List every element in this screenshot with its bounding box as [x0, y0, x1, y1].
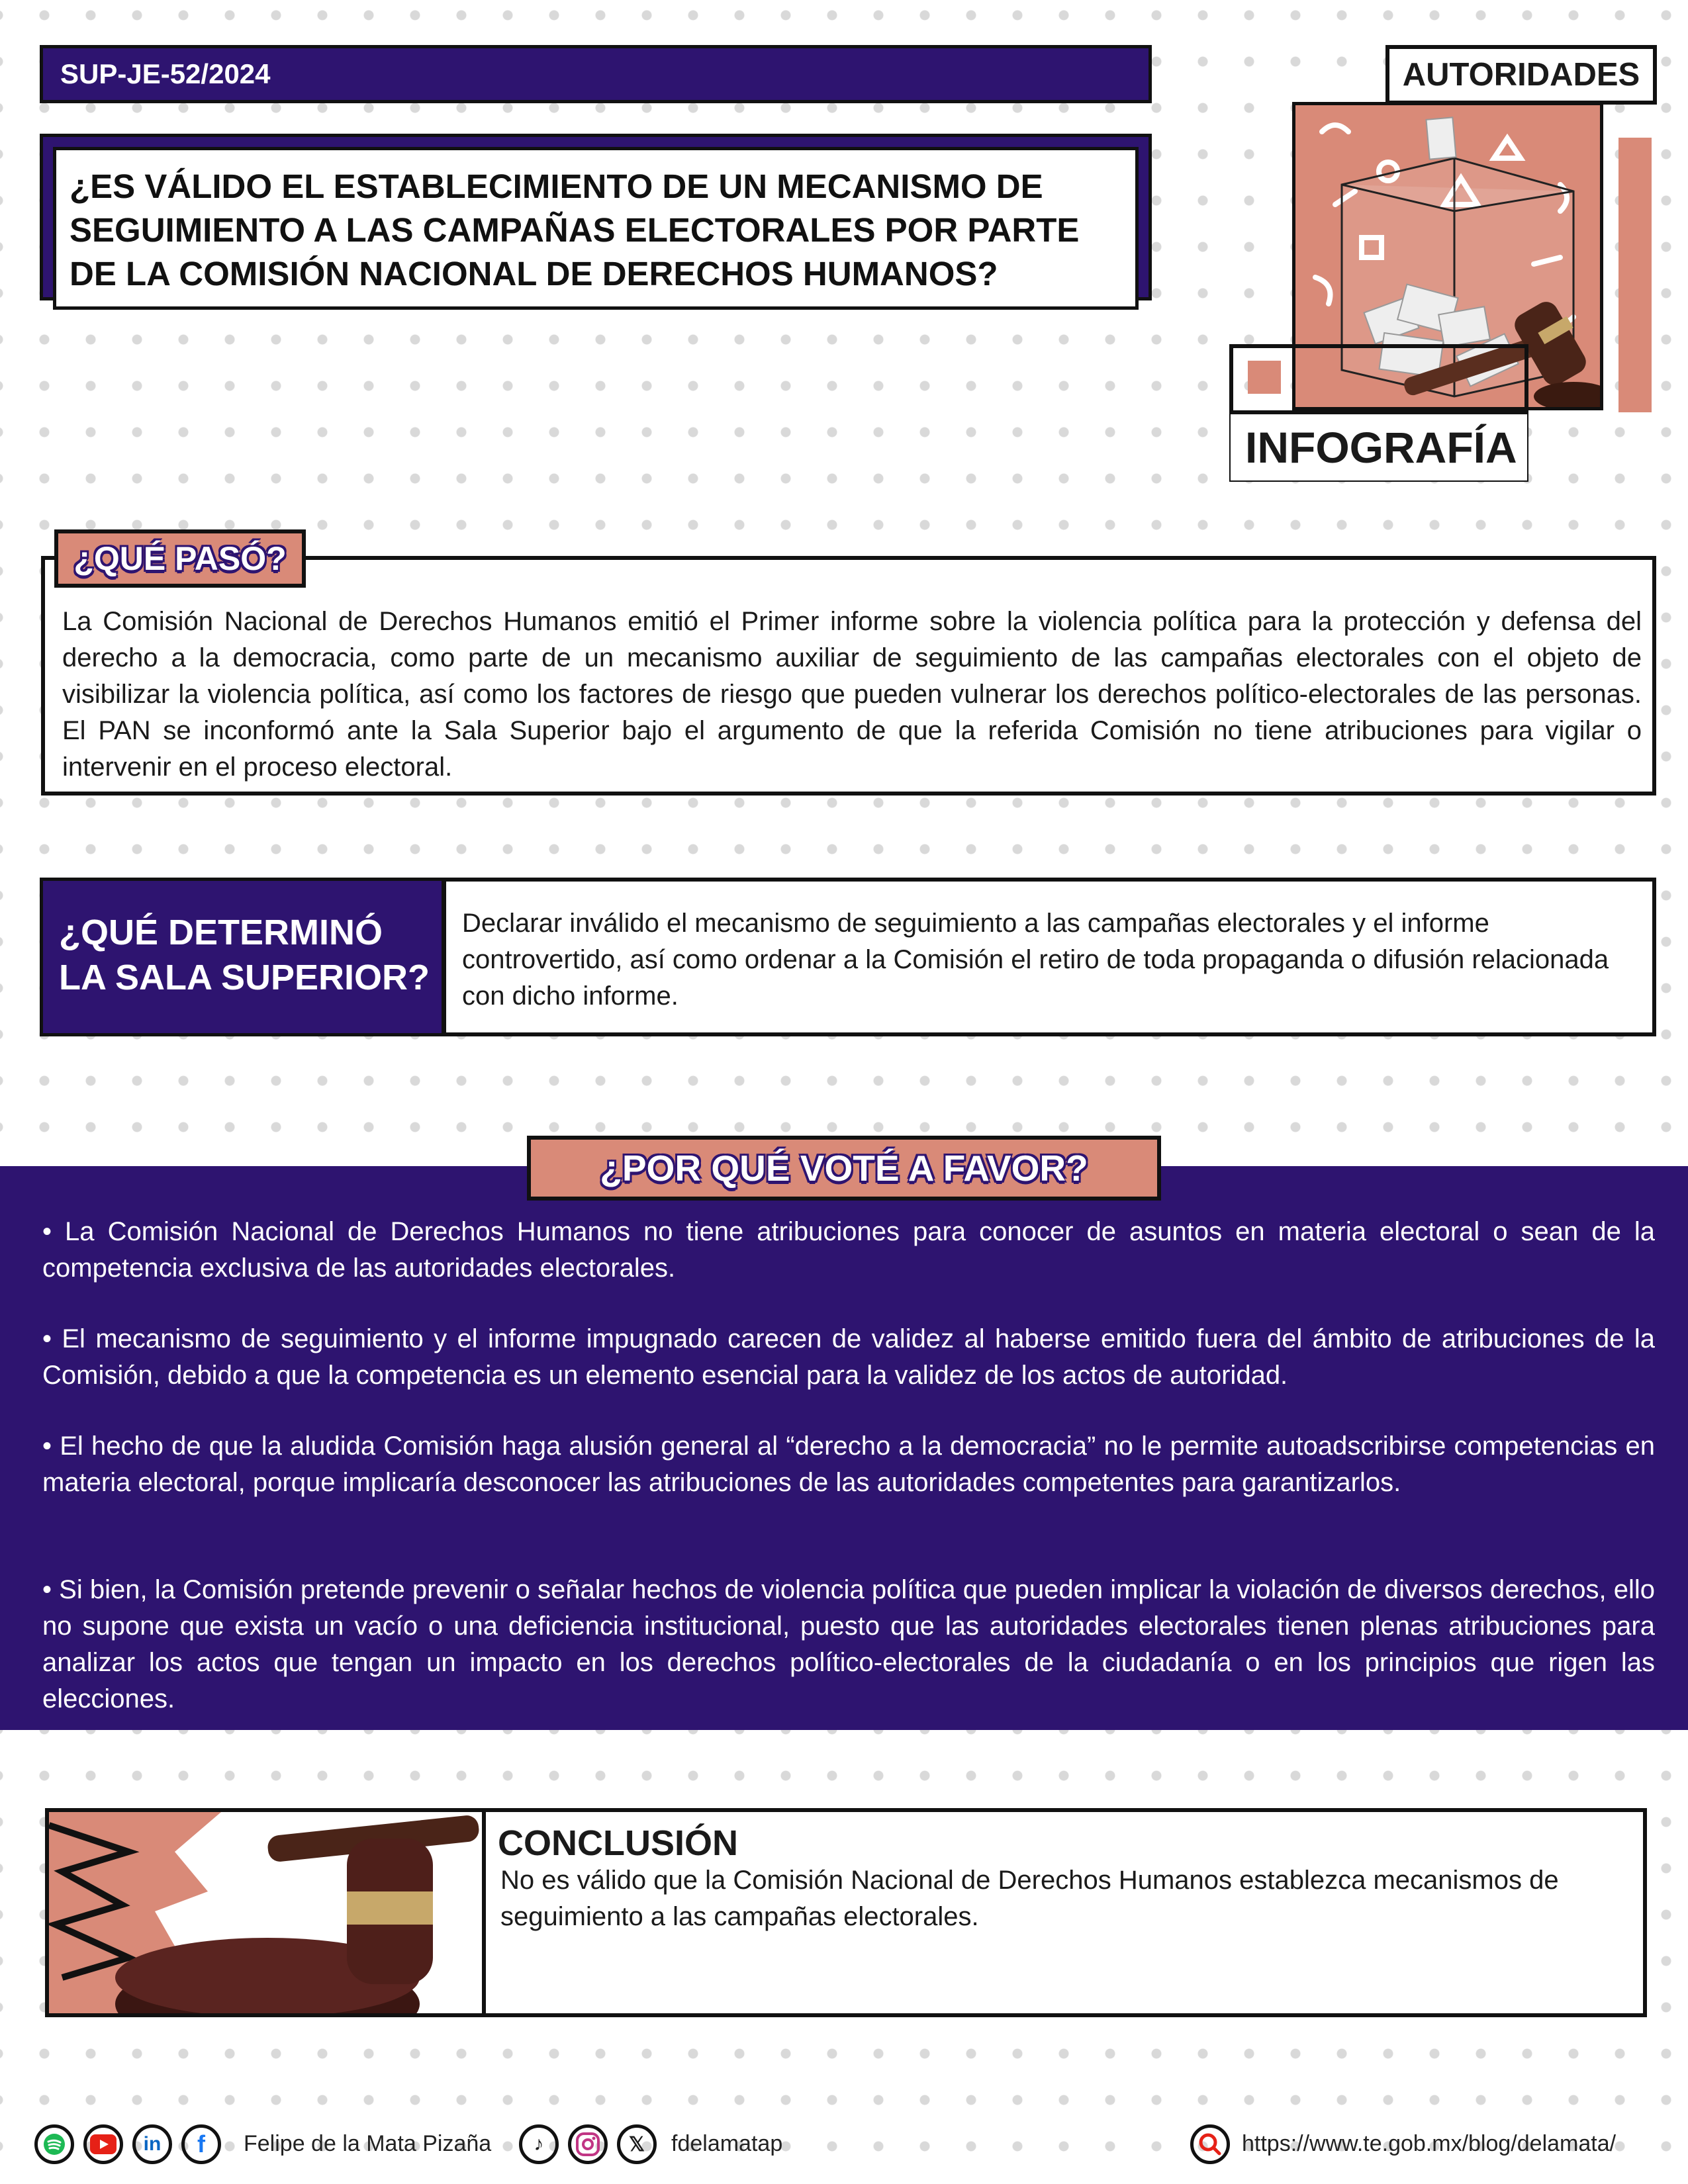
instagram-icon[interactable] [568, 2124, 608, 2164]
type-tag: INFOGRAFÍA [1231, 410, 1527, 480]
voto-title: ¿POR QUÉ VOTÉ A FAVOR? [527, 1136, 1161, 1201]
case-id-bar [40, 45, 1152, 103]
youtube-icon[interactable] [83, 2124, 123, 2164]
footer-name: Felipe de la Mata Pizaña [244, 2131, 492, 2156]
main-question: ¿ES VÁLIDO EL ESTABLECIMIENTO DE UN MECANISMO DE SEGUIMIENTO A LAS CAMPAÑAS ELECTORALES POR PARTE DE LA COMISIÓN NACIONAL DE DERECHOS HUMANOS? [53, 147, 1139, 310]
category-tag: AUTORIDADES [1385, 45, 1657, 105]
voto-point: • Si bien, la Comisión pretende prevenir o señalar hechos de violencia política que pueden implicar la violación de diversos derechos, ello no supone que exista un vacío o una deficiencia institucional, puesto que las autoridades electorales tienen plenas atribuciones para analizar los actos que tengan un impacto en los derechos político-electorales de la ciudadanía o en los principios que rigen las elecciones. [42, 1575, 1655, 1713]
decorative-square [1248, 361, 1281, 394]
search-icon-wrap [1190, 2124, 1230, 2164]
gavel-illustration [49, 1812, 486, 2013]
determino-title [40, 878, 445, 1036]
linkedin-icon[interactable]: in [132, 2124, 172, 2164]
voto-point: • El hecho de que la aludida Comisión haga alusión general al “derecho a la democracia” no le permite autoadscribirse competencias en materia electoral, porque implicaría desconocer las atribuciones de las autoridades competentes para garantizarlos. [42, 1432, 1655, 1497]
social-icons-middle [519, 2124, 657, 2164]
determino-text: Declarar inválido el mecanismo de seguimiento a las campañas electorales y el informe controvertido, así como ordenar a la Comisión el retiro de toda propaganda o difusión relacionada con dicho informe. [442, 878, 1656, 1036]
facebook-icon[interactable]: f [181, 2124, 221, 2164]
voto-section [0, 1166, 1688, 1730]
conclusion-text: No es válido que la Comisión Nacional de Derechos Humanos establezca mecanismos de seguimiento a las campañas electorales. [500, 1866, 1559, 1931]
conclusion-title: CONCLUSIÓN [498, 1823, 738, 1863]
footer-url[interactable]: https://www.te.gob.mx/blog/delamata/ [1242, 2131, 1617, 2156]
decorative-bar [1618, 138, 1652, 412]
voto-point: • El mecanismo de seguimiento y el informe impugnado carecen de validez al haberse emitido fuera del ámbito de atribuciones de la Comisión, debido a que la competencia es un elemento esencial para la validez de los actos de autoridad. [42, 1324, 1655, 1390]
voto-point: • La Comisión Nacional de Derechos Humanos no tiene atribuciones para conocer de asuntos en materia electoral o sean de la competencia exclusiva de las autoridades electorales. [42, 1217, 1655, 1283]
tiktok-icon[interactable]: ♪ [519, 2124, 559, 2164]
search-icon[interactable] [1190, 2124, 1230, 2164]
spotify-icon[interactable] [34, 2124, 74, 2164]
que-paso-section [41, 556, 1656, 796]
footer-handle: fdelamatap [671, 2131, 783, 2156]
x-icon[interactable]: 𝕏 [617, 2124, 657, 2164]
que-paso-text: La Comisión Nacional de Derechos Humanos emitió el Primer informe sobre la violencia política para la protección y defensa del derecho a la democracia, como parte de un mecanismo auxiliar de seguimiento de las campañas electorales con el objeto de visibilizar la violencia política, así como los factores de riesgo que pueden vulnerar los derechos político-electorales de las personas. El PAN se inconformó ante la Sala Superior bajo el argumento de que la referida Comisión no tiene atribuciones para vigilar o intervenir en el proceso electoral. [62, 607, 1642, 782]
case-id: SUP-JE-52/2024 [60, 58, 271, 89]
determino-title-line1: ¿QUÉ DETERMINÓ [59, 913, 383, 952]
social-icons-left [34, 2124, 221, 2164]
determino-title-line2: LA SALA SUPERIOR? [59, 958, 430, 997]
que-paso-title: ¿QUÉ PASÓ? [54, 529, 306, 588]
